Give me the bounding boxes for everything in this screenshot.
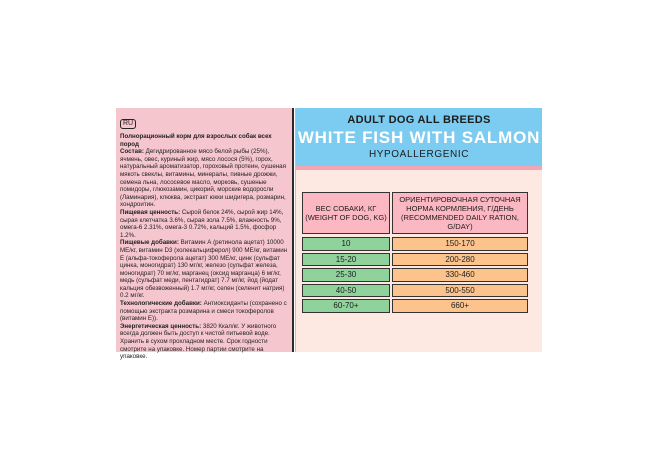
tech-additives-bold: Технологические добавки: (120, 300, 202, 308)
paragraph-energy (120, 323, 288, 361)
feeding-table (302, 192, 528, 315)
ration-header-line2: НОРМА КОРМЛЕНИЯ, Г/ДЕНЬ (406, 204, 514, 213)
ration-cell: 200-280 (392, 253, 528, 267)
product-flavor-title: WHITE FISH WITH SALMON (297, 128, 541, 147)
panel-divider (292, 108, 294, 352)
paragraph-nutrition (120, 209, 288, 239)
weight-cell: 10 (302, 237, 390, 251)
ration-cell: 500-550 (392, 284, 528, 298)
weight-cell: 60-70+ (302, 299, 390, 313)
additives-bold: Пищевые добавки: (120, 239, 179, 247)
product-header (296, 108, 542, 166)
weight-header-en: (WEIGHT OF DOG, KG) (305, 213, 387, 222)
table-row (302, 284, 528, 298)
intro-bold: Полнорационный корм для взрослых собак всех пород (120, 133, 272, 148)
composition-bold: Состав: (120, 148, 144, 156)
weight-cell: 40-50 (302, 284, 390, 298)
additives-text: Витамин А (ретинола ацетат) 10000 МЕ/кг, витамин D3 (холекальциферол) 900 МЕ/кг, витамин Е (альфа-токоферола ацетат) 300 МЕ/кг, цинк (сульфат цинка, моногидрат) 130 мг/кг, железо (сульфат железа, моногидрат) 70 мг/кг, марганец (оксид марганца) 6 мг/кг, медь (сульфат меди, пентагидрат) 7.7 мг/кг, йод (йодат кальция обезвоженный) 1.7 мг/кг, селен (селенит натрия) 0.2 мг/кг. (120, 239, 288, 300)
paragraph-tech-additives (120, 300, 288, 323)
product-line-title: ADULT DOG ALL BREEDS (347, 114, 491, 126)
paragraph-intro (120, 133, 288, 148)
energy-text: 3820 Ккал/кг. У животного всегда должен быть доступ к чистой питьевой воде. Хранить в сухом прохладном месте. Срок годности смотрите на упаковке. Номер партии смотрите на упаковке. (120, 322, 277, 361)
ration-cell: 660+ (392, 299, 528, 313)
paragraph-additives (120, 239, 288, 300)
ration-column-header (392, 192, 528, 234)
table-row (302, 253, 528, 267)
table-row (302, 268, 528, 282)
weight-cell: 25-30 (302, 268, 390, 282)
ration-cell: 330-460 (392, 268, 528, 282)
ration-header-line1: ОРИЕНТИРОВОЧНАЯ СУТОЧНАЯ (399, 195, 521, 204)
table-header-row (302, 192, 528, 234)
russian-label-panel (116, 108, 292, 361)
ingredients-text (120, 133, 288, 361)
paragraph-composition (120, 148, 288, 209)
table-row (302, 299, 528, 313)
product-subtitle: HYPOALLERGENIC (368, 149, 470, 160)
language-badge: RU (120, 119, 136, 129)
nutrition-bold: Пищевая ценность: (120, 208, 181, 216)
table-row (302, 237, 528, 251)
feeding-panel (296, 108, 542, 352)
header-accent-strip (296, 166, 542, 170)
composition-text: Дегидрированное мясо белой рыбы (25%), ячмень, овес, куриный жир, мясо лосося (5%), горох, натуральный ароматизатор, гороховый протеин, сушеная мякоть свеклы, витамины, минералы, пивные дрожжи, семена льна, лососевое масло, морковь, сушеные помидоры, глюкозамин, цикорий, морские водоросли (Ламинария), клюква, экстракт юкки шидигера, розмарин, хондроитин. (120, 148, 286, 209)
ration-header-en: (RECOMMENDED DAILY RATION, G/DAY) (401, 213, 519, 231)
weight-column-header (302, 192, 390, 234)
weight-cell: 15-20 (302, 253, 390, 267)
nutrition-text: Сырой белок 24%, сырой жир 14%, сырая клетчатка 3.6%, сырая зола 7.5%, влажность 9%, омега-6 2.31%, омега-3 0.72%, кальций 1.5%, фосфор 1.2%. (120, 208, 284, 239)
weight-header-ru: ВЕС СОБАКИ, КГ (315, 204, 377, 213)
ration-cell: 150-170 (392, 237, 528, 251)
energy-bold: Энергетическая ценность: (120, 322, 202, 330)
tech-additives-text: Антиоксиданты (сохранено с помощью экстракта розмарина и смеси токоферолов (витамин Е)). (120, 300, 287, 323)
